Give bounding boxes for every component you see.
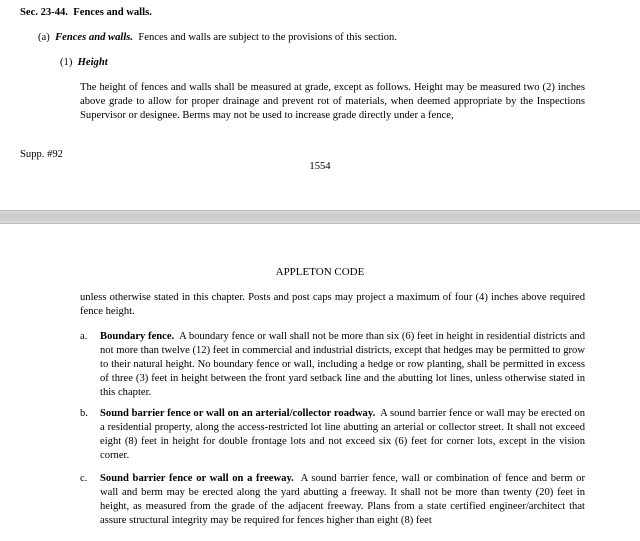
list-item-marker: b. <box>80 408 88 419</box>
list-item-text: A sound barrier fence or wall may be erected on a residential property, along the access-restricted lot line abutting an arterial or collector street. It shall not exceed eight (8) feet in height for double frontage lots and not exceed six (6) feet for corner lots, except in the vision corner. <box>100 408 585 461</box>
list-item-sound-barrier-arterial <box>80 407 585 463</box>
subsection-a-text: Fences and walls are subject to the provisions of this section. <box>138 32 397 43</box>
continuation-paragraph: unless otherwise stated in this chapter. Posts and post caps may project a maximum of four (4) inches above required fence height. <box>80 292 585 317</box>
list-item-title: Boundary fence. <box>100 331 175 342</box>
list-item-boundary-fence <box>80 330 585 400</box>
subsection-1-title: Height <box>77 57 108 68</box>
subsection-a <box>38 31 397 45</box>
list-item-marker: c. <box>80 473 88 484</box>
subsection-a-title: Fences and walls. <box>55 32 134 43</box>
running-head: APPLETON CODE <box>275 266 365 278</box>
section-title: Fences and walls. <box>73 7 152 18</box>
list-item-sound-barrier-freeway <box>80 472 585 528</box>
section-heading <box>20 6 152 20</box>
list-item-text: A boundary fence or wall shall not be more than six (6) feet in height in residential districts and not more than twelve (12) feet in commercial and industrial districts, except that hedges may be permitted to grow to their natural height. No boundary fence or wall, including a hedge or row planting, shall be permitted in excess of three (3) feet in height between the front yard setback line and the abutting lot lines, unless otherwise stated in this chapter. <box>100 331 585 398</box>
page-separator <box>0 210 640 224</box>
subsection-a-marker: (a) <box>38 32 50 43</box>
list-item-title: Sound barrier fence or wall on a freeway. <box>100 473 294 484</box>
document-page-top <box>0 0 640 210</box>
section-label: Sec. 23-44. <box>20 7 68 18</box>
list-item-text: A sound barrier fence, wall or combination of fence and berm or wall and berm may be erected along the yard abutting a freeway. It shall not be more than twenty (20) feet in height, as measured from the grade of the adjacent freeway. Plans from a state certified engineer/architect that assure structural integrity may be required for fences higher than eight (8) feet <box>100 473 585 526</box>
list-item-marker: a. <box>80 331 88 342</box>
subsection-1-marker: (1) <box>60 57 73 68</box>
page-number: 1554 <box>309 161 331 172</box>
subsection-1-heading <box>60 56 108 70</box>
list-item-title: Sound barrier fence or wall on an arterial/collector roadway. <box>100 408 376 419</box>
height-paragraph: The height of fences and walls shall be measured at grade, except as follows. Height may be measured two (2) inches above grade to allow for proper drainage and prevent rot of materials, when deemed appropriate by the Inspections Supervisor or designee. Berms may not be used to increase grade directly under a fence, <box>80 82 585 121</box>
supplement-label: Supp. #92 <box>20 149 63 160</box>
document-page-bottom <box>0 224 640 541</box>
